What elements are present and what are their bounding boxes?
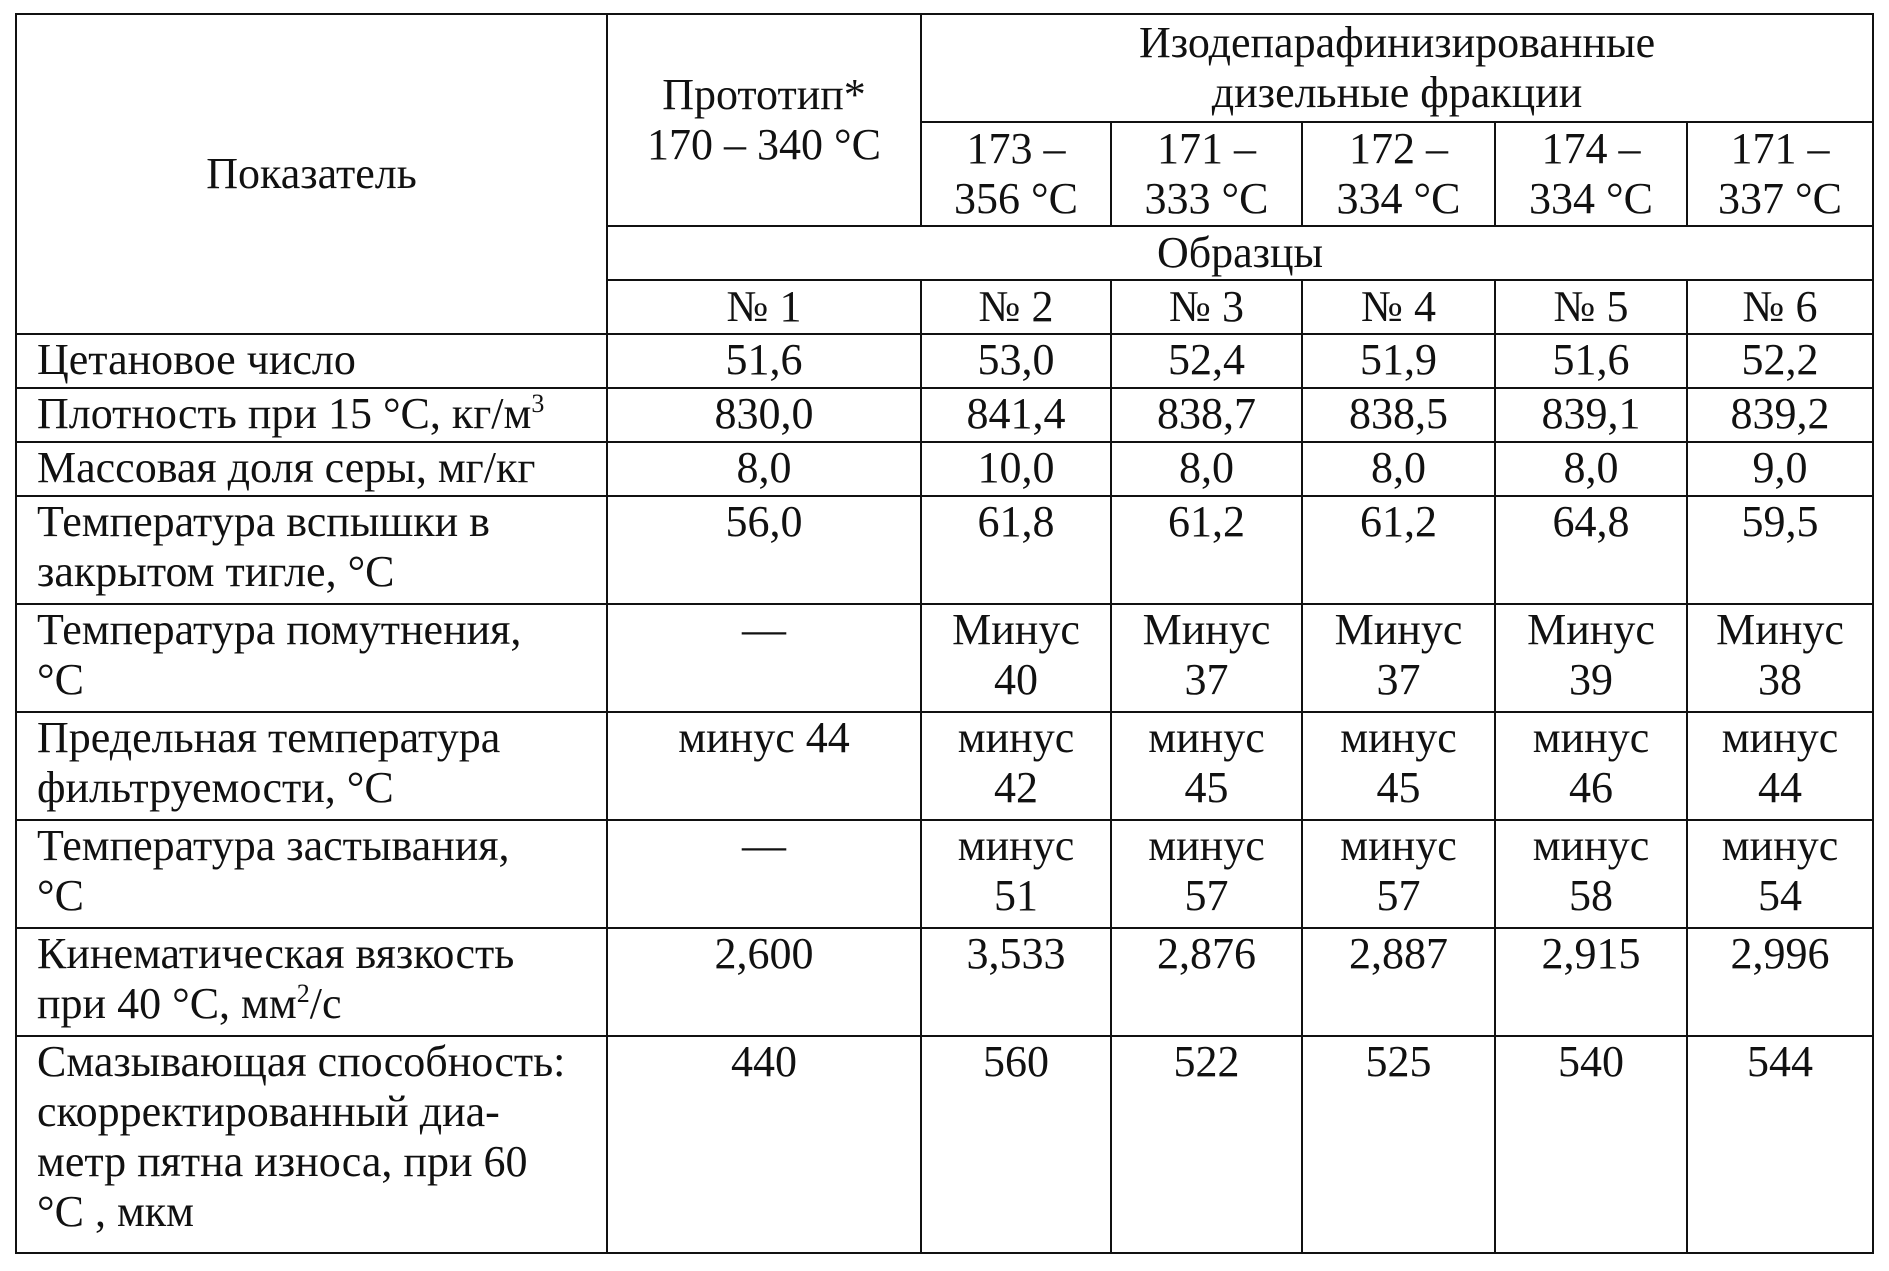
prototype-header (607, 14, 921, 226)
value-cell: минус 44 (1687, 712, 1873, 820)
value-cell: — (607, 604, 921, 712)
value-cell: минус 57 (1111, 820, 1302, 928)
fraction-header: 171 – 333 °С (1111, 122, 1302, 226)
table-row (16, 442, 1873, 496)
value-cell: Минус 38 (1687, 604, 1873, 712)
table-row (16, 928, 1873, 1036)
value-cell: 64,8 (1495, 496, 1687, 604)
parameter-label (16, 388, 607, 442)
group-title-line1: Изодепарафинизированные (1138, 18, 1656, 67)
prototype-title: Прототип* (662, 70, 866, 119)
table-row (16, 820, 1873, 928)
value-cell: Минус 37 (1111, 604, 1302, 712)
value-cell: 839,2 (1687, 388, 1873, 442)
value-cell: Минус 39 (1495, 604, 1687, 712)
value-cell: — (607, 820, 921, 928)
value-cell: минус 45 (1111, 712, 1302, 820)
parameter-label (16, 712, 607, 820)
value-cell: 61,2 (1302, 496, 1495, 604)
value-cell: Минус 40 (921, 604, 1111, 712)
table-body (16, 334, 1873, 1253)
value-cell: 525 (1302, 1036, 1495, 1253)
parameter-label-line: скорректированный диа- (37, 1087, 500, 1136)
header-row-1 (16, 14, 1873, 122)
value-cell: 3,533 (921, 928, 1111, 1036)
table-row (16, 1036, 1873, 1253)
table-row (16, 712, 1873, 820)
table-row (16, 388, 1873, 442)
value-cell: 2,915 (1495, 928, 1687, 1036)
value-cell: минус 54 (1687, 820, 1873, 928)
value-cell: 540 (1495, 1036, 1687, 1253)
sample-number: № 1 (607, 280, 921, 334)
value-cell: 440 (607, 1036, 921, 1253)
value-cell: 2,887 (1302, 928, 1495, 1036)
value-cell: минус 51 (921, 820, 1111, 928)
parameter-label-line: °С (37, 655, 84, 704)
value-cell: 8,0 (1495, 442, 1687, 496)
value-cell: 522 (1111, 1036, 1302, 1253)
parameter-label (16, 604, 607, 712)
value-cell: 51,6 (1495, 334, 1687, 388)
value-cell: минус 46 (1495, 712, 1687, 820)
parameter-label-line: Предельная температура (37, 713, 501, 762)
value-cell: 61,8 (921, 496, 1111, 604)
value-cell: 841,4 (921, 388, 1111, 442)
samples-header: Образцы (607, 226, 1873, 280)
value-cell: минус 42 (921, 712, 1111, 820)
value-cell: 52,2 (1687, 334, 1873, 388)
value-cell: 61,2 (1111, 496, 1302, 604)
value-cell: Минус 37 (1302, 604, 1495, 712)
value-cell: 56,0 (607, 496, 921, 604)
value-cell: 8,0 (607, 442, 921, 496)
parameter-label-line: Смазывающая способность: (37, 1037, 566, 1086)
value-cell: 59,5 (1687, 496, 1873, 604)
parameter-label-line: °С (37, 871, 84, 920)
parameter-label-line: фильтруемости, °С (37, 763, 394, 812)
value-cell: 53,0 (921, 334, 1111, 388)
value-cell: 10,0 (921, 442, 1111, 496)
value-cell: 830,0 (607, 388, 921, 442)
sample-number: № 3 (1111, 280, 1302, 334)
parameter-label-line: закрытом тигле, °С (37, 547, 395, 596)
properties-table (15, 13, 1874, 1254)
parameter-label (16, 928, 607, 1036)
fraction-header: 172 – 334 °С (1302, 122, 1495, 226)
parameter-label-line: при 40 °С, $мм^2/с$ (37, 979, 342, 1028)
parameter-label-line: Цетановое число (37, 335, 356, 384)
sample-number: № 6 (1687, 280, 1873, 334)
parameter-label-line: Плотность при 15 °С, $кг/м^3$ (37, 389, 545, 438)
fraction-header: 173 – 356 °С (921, 122, 1111, 226)
parameter-label (16, 334, 607, 388)
value-cell: минус 58 (1495, 820, 1687, 928)
group-header (921, 14, 1873, 122)
value-cell: 2,600 (607, 928, 921, 1036)
sample-number: № 2 (921, 280, 1111, 334)
value-cell: 560 (921, 1036, 1111, 1253)
value-cell: 544 (1687, 1036, 1873, 1253)
parameter-label-line: Температура застывания, (37, 821, 510, 870)
value-cell: минус 45 (1302, 712, 1495, 820)
prototype-range: 170 – 340 °С (647, 120, 881, 169)
table-row (16, 604, 1873, 712)
parameter-label (16, 1036, 607, 1253)
value-cell: 51,6 (607, 334, 921, 388)
value-cell: 51,9 (1302, 334, 1495, 388)
value-cell: 2,996 (1687, 928, 1873, 1036)
parameter-label-line: Массовая доля серы, мг/кг (37, 443, 536, 492)
value-cell: минус 57 (1302, 820, 1495, 928)
group-title-line2: дизельные фракции (1211, 68, 1583, 117)
fraction-header: 174 – 334 °С (1495, 122, 1687, 226)
parameter-label-line: Кинематическая вязкость (37, 929, 515, 978)
value-cell: 9,0 (1687, 442, 1873, 496)
value-cell: минус 44 (607, 712, 921, 820)
indicator-header: Показатель (16, 14, 607, 334)
value-cell: 8,0 (1302, 442, 1495, 496)
parameter-label (16, 496, 607, 604)
parameter-label-line: Температура помутнения, (37, 605, 522, 654)
parameter-label (16, 442, 607, 496)
fraction-header: 171 – 337 °С (1687, 122, 1873, 226)
table-row (16, 334, 1873, 388)
value-cell: 2,876 (1111, 928, 1302, 1036)
sample-number: № 5 (1495, 280, 1687, 334)
parameter-label-line: °С , мкм (37, 1187, 195, 1236)
value-cell: 52,4 (1111, 334, 1302, 388)
value-cell: 838,7 (1111, 388, 1302, 442)
parameter-label-line: метр пятна износа, при 60 (37, 1137, 528, 1186)
table-row (16, 496, 1873, 604)
sample-number: № 4 (1302, 280, 1495, 334)
value-cell: 839,1 (1495, 388, 1687, 442)
parameter-label (16, 820, 607, 928)
parameter-label-line: Температура вспышки в (37, 497, 490, 546)
value-cell: 838,5 (1302, 388, 1495, 442)
value-cell: 8,0 (1111, 442, 1302, 496)
